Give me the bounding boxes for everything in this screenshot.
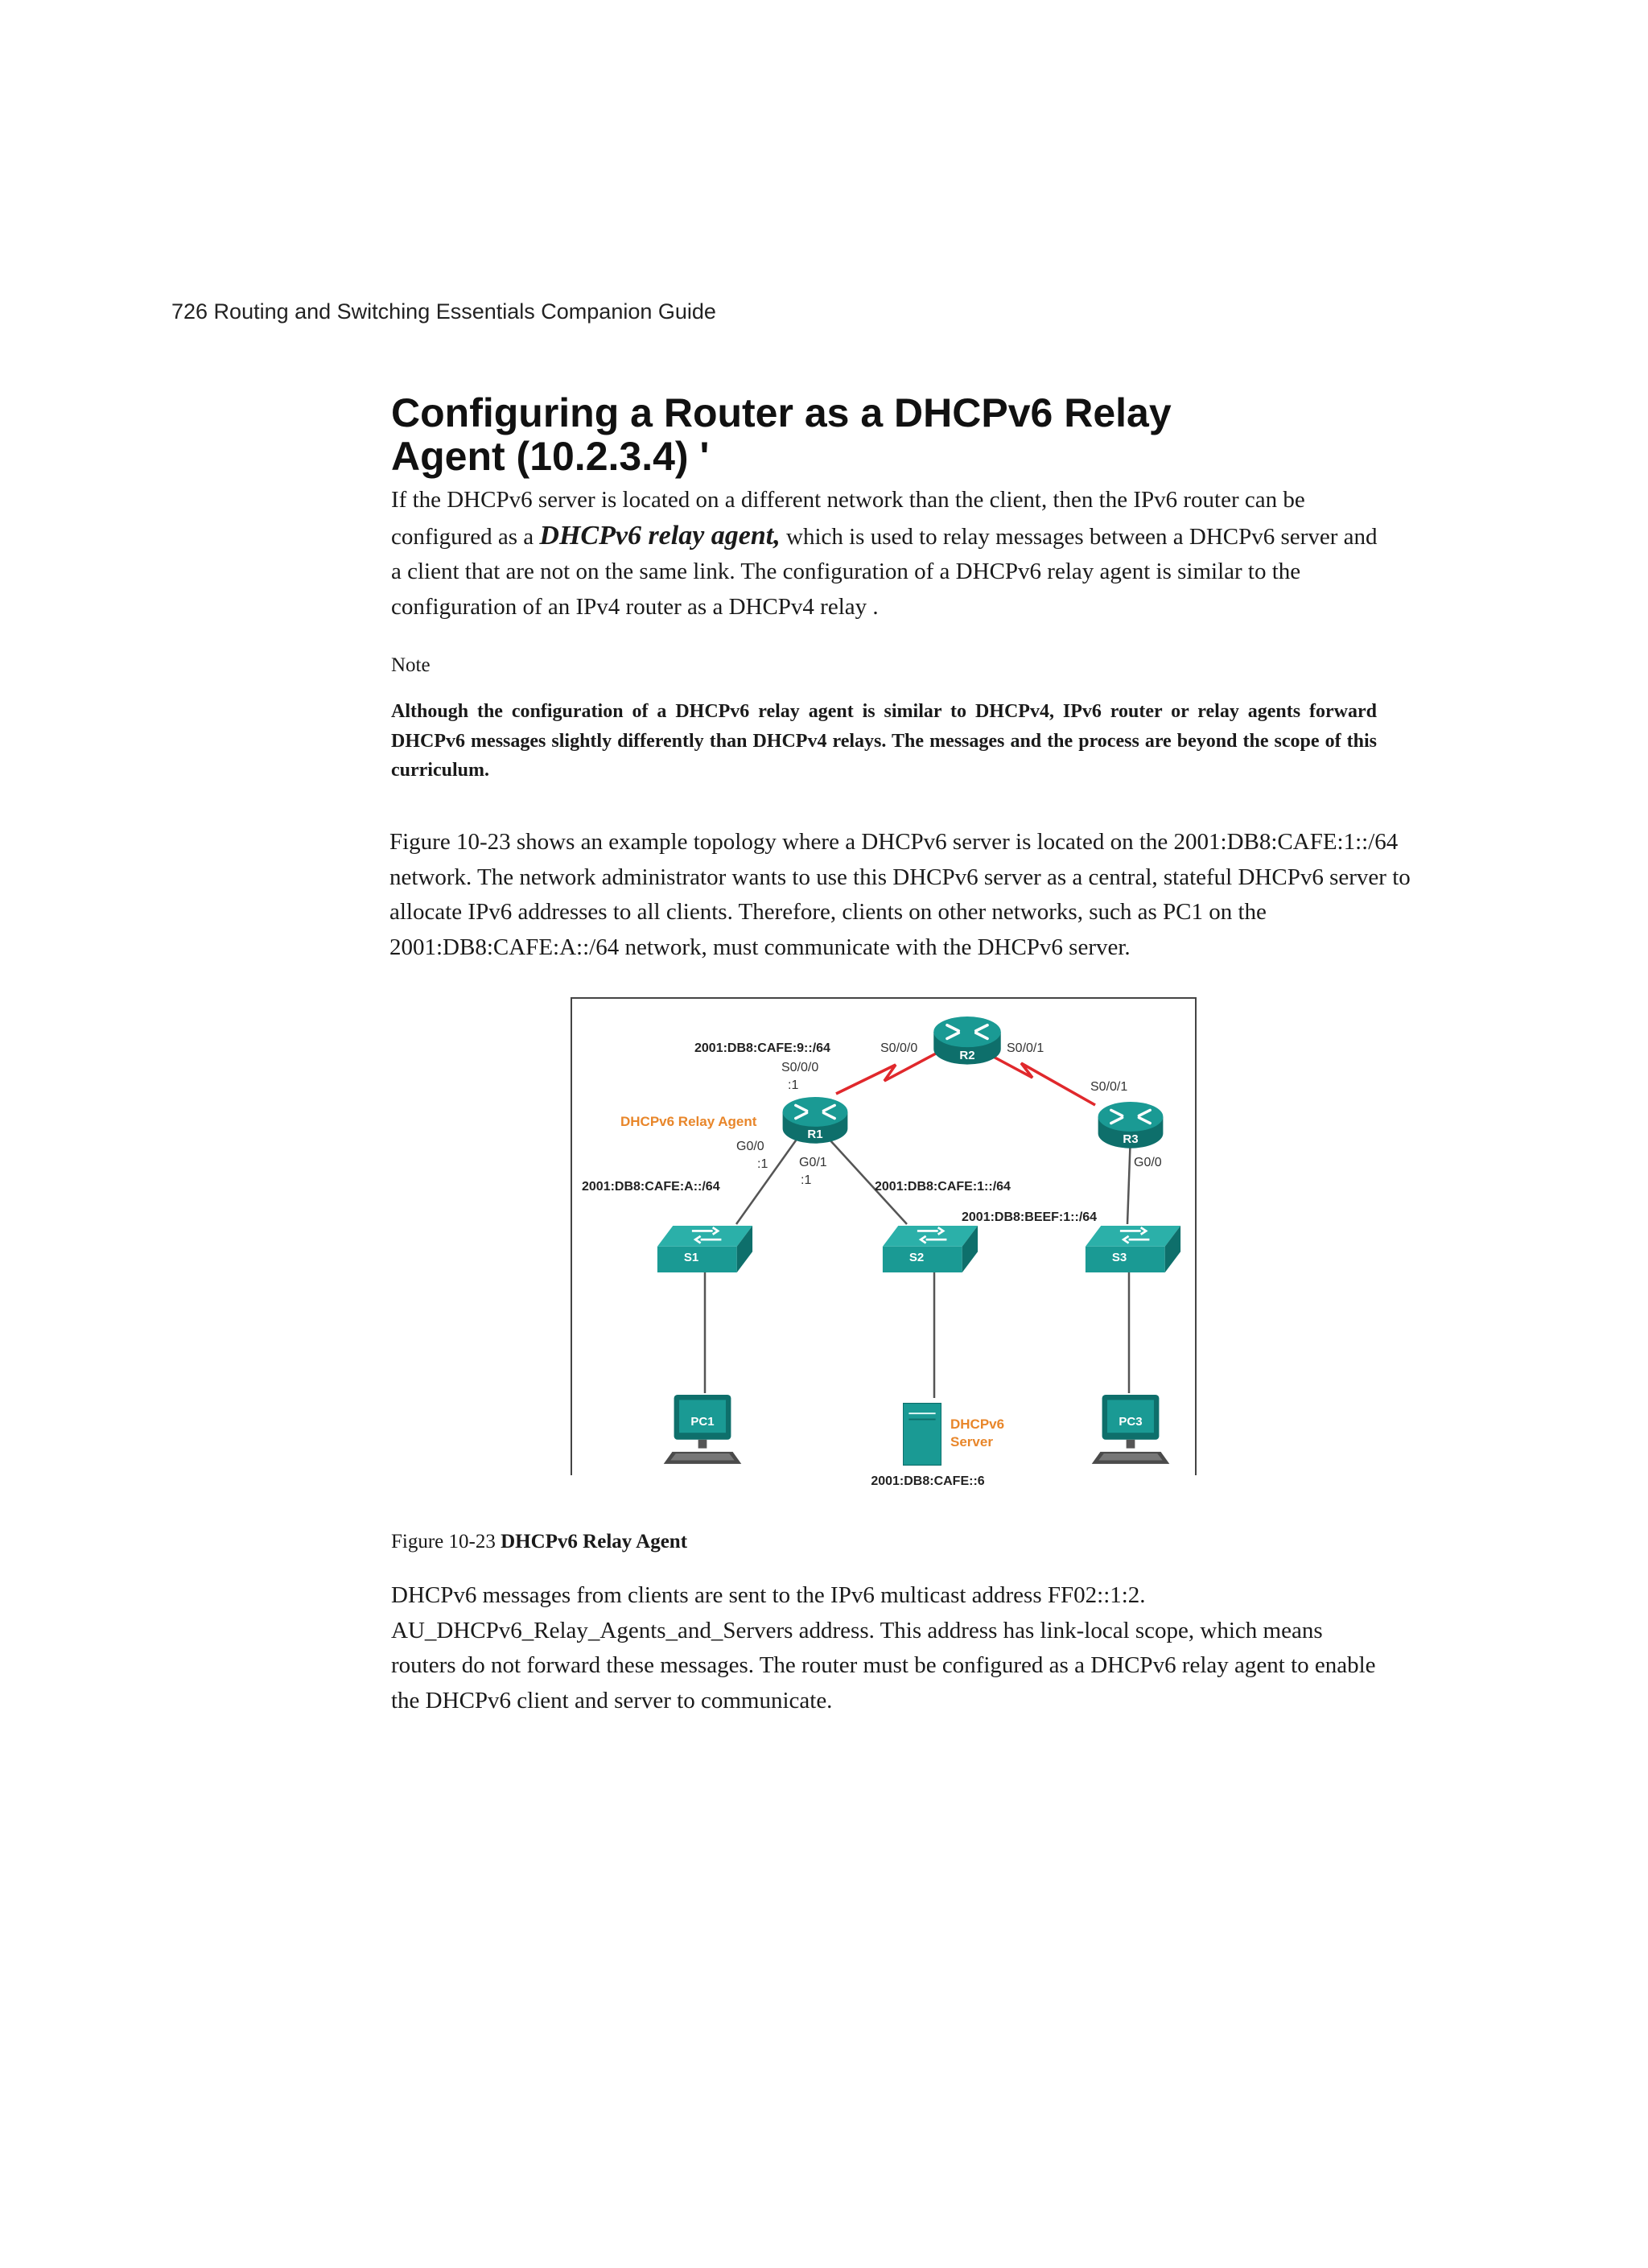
router-r1-label: R1: [807, 1128, 823, 1141]
switch-s1: [657, 1226, 752, 1272]
net-label-lan-beef: 2001:DB8:BEEF:1::/64: [962, 1210, 1098, 1224]
net-label-lan-cafe-1: 2001:DB8:CAFE:1::/64: [875, 1180, 1011, 1194]
iface-r1-s000: S0/0/0: [781, 1061, 819, 1074]
router-r1: [783, 1097, 848, 1144]
switch-s3: [1086, 1226, 1180, 1272]
pc3-label: PC3: [1119, 1415, 1143, 1429]
pc-pc3: [1092, 1395, 1170, 1464]
running-head: 726 Routing and Switching Essentials Companion Guide: [171, 299, 716, 324]
iface-r2-s001: S0/0/1: [1007, 1041, 1044, 1055]
pc-pc1: [664, 1395, 742, 1464]
iface-r1-s000-host: :1: [788, 1078, 799, 1092]
router-r2-label: R2: [959, 1049, 975, 1062]
pc1-label: PC1: [690, 1415, 715, 1429]
section-title: [391, 391, 1437, 478]
switch-s2-label: S2: [908, 1251, 925, 1264]
switch-s2: [883, 1226, 978, 1272]
router-r2: [933, 1016, 1000, 1065]
topology-diagram: [572, 999, 1195, 1488]
server-label-line-1: DHCPv6: [950, 1416, 1005, 1432]
net-label-serial-r1-r2: 2001:DB8:CAFE:9::/64: [694, 1041, 830, 1055]
intro-text-start: If the DHCPv6 server is located on a different network than the client, then the IPv6 router can be configured as a: [391, 487, 1305, 550]
server-label-line-2: Server: [950, 1434, 993, 1449]
iface-r3-g00: G0/0: [1134, 1156, 1162, 1169]
section-title-line-2: Agent (10.2.3.4) ': [391, 434, 710, 479]
key-term: DHCPv6 relay agent,: [539, 520, 781, 551]
iface-r1-g00-host: :1: [757, 1157, 768, 1171]
topology-paragraph: Figure 10-23 shows an example topology where a DHCPv6 server is located on the 2001:DB8:CAFE:1::/64 network. The network administrator wants to use this DHCPv6 server as a central, stateful DHCPv6 server to allocate IPv6 addresses to all clients. Therefore, clients on other networks, such as PC1 on the 2001:DB8:CAFE:A::/64 network, must communicate with the DHCPv6 server.: [389, 829, 1411, 960]
figure-caption: [391, 1531, 687, 1553]
router-r3-label: R3: [1123, 1132, 1139, 1146]
relay-agent-label: DHCPv6 Relay Agent: [620, 1114, 757, 1129]
router-r3: [1098, 1102, 1164, 1148]
section-title-line-1: Configuring a Router as a DHCPv6 Relay: [391, 390, 1172, 435]
topology-figure: [571, 997, 1197, 1488]
server-address-label: 2001:DB8:CAFE::6: [871, 1474, 985, 1488]
intro-paragraph: [391, 483, 1381, 625]
caption-number: Figure 10-23: [391, 1531, 501, 1553]
serial-link-r1-r2: [836, 1054, 936, 1094]
iface-r3-s001: S0/0/1: [1090, 1080, 1128, 1094]
iface-r1-g01-host: :1: [801, 1173, 812, 1187]
net-label-lan-a: 2001:DB8:CAFE:A::/64: [582, 1180, 720, 1194]
iface-r1-g00: G0/0: [736, 1140, 764, 1153]
iface-r1-g01: G0/1: [799, 1156, 827, 1169]
note-label: Note: [391, 654, 431, 676]
serial-link-r2-r3: [987, 1054, 1095, 1105]
multicast-paragraph: DHCPv6 messages from clients are sent to the IPv6 multicast address FF02::1:2. AU_DHCPv6_Relay_Agents_and_Servers address. This address has link-local scope, which means routers do not forward these messages. The router must be configured as a DHCPv6 relay agent to enable the DHCPv6 client and server to communicate.: [391, 1582, 1376, 1713]
caption-title: DHCPv6 Relay Agent: [501, 1531, 688, 1553]
note-text: Although the configuration of a DHCPv6 relay agent is similar to DHCPv4, IPv6 router or relay agents forward DHCPv6 messages slightly differently than DHCPv4 relays. The messages and the process are beyond the scope of this curriculum.: [391, 701, 1377, 781]
switch-s3-label: S3: [1111, 1251, 1127, 1264]
intro-text-end: which is used to relay messages between a DHCPv6 server and a client that are not on the same link. The configuration of a DHCPv6 relay agent is similar to the configuration of an IPv4 router as a DHCPv4 relay .: [391, 523, 1378, 620]
iface-r2-s000: S0/0/0: [880, 1041, 918, 1055]
dhcpv6-server: [903, 1399, 1004, 1466]
switch-s1-label: S1: [683, 1251, 699, 1264]
